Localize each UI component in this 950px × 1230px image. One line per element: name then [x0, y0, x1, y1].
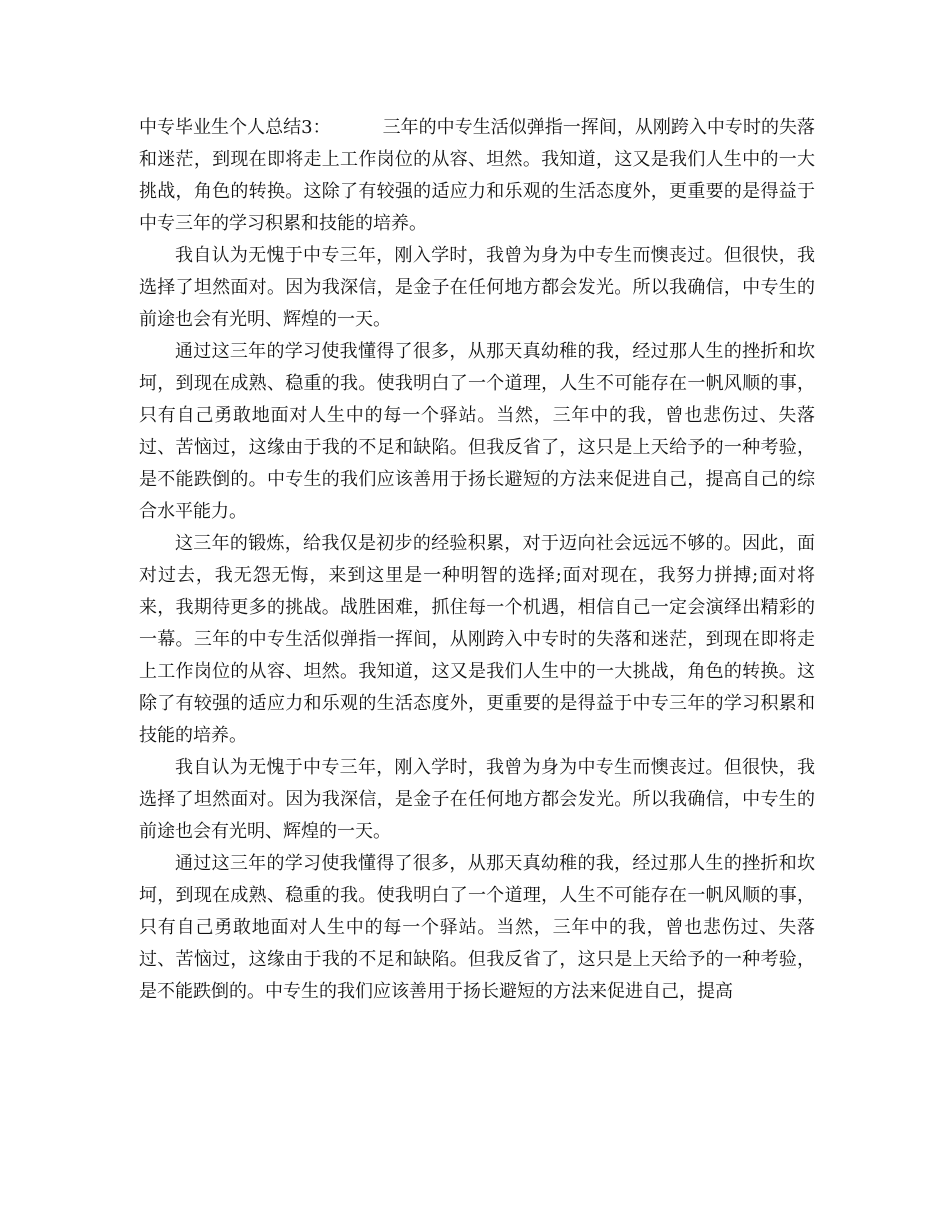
paragraph-3: 通过这三年的学习使我懂得了很多，从那天真幼稚的我，经过那人生的挫折和坎坷，到现在成熟、稳重的我。使我明白了一个道理，人生不可能存在一帆风顺的事，只有自己勇敢地面对人生中的每一个驿站。当然，三年中的我，曾也悲伤过、失落过、苦恼过，这缘由于我的不足和缺陷。但我反省了，这只是上天给予的一种考验，是不能跌倒的。中专生的我们应该善用于扬长避短的方法来促进自己，提高自己的综合水平能力。: [139, 341, 815, 522]
paragraph-6: 通过这三年的学习使我懂得了很多，从那天真幼稚的我，经过那人生的挫折和坎坷，到现在成熟、稳重的我。使我明白了一个道理，人生不可能存在一帆风顺的事，只有自己勇敢地面对人生中的每一个驿站。当然，三年中的我，曾也悲伤过、失落过、苦恼过，这缘由于我的不足和缺陷。但我反省了，这只是上天给予的一种考验，是不能跌倒的。中专生的我们应该善用于扬长避短的方法来促进自己，提高: [139, 853, 815, 1002]
paragraph-1-text: 三年的中专生活似弹指一挥间，从刚跨入中专时的失落和迷茫，到现在即将走上工作岗位的从容、坦然。我知道，这又是我们人生中的一大挑战，角色的转换。这除了有较强的适应力和乐观的生活态度外，更重要的是得益于中专三年的学习积累和技能的培养。: [139, 117, 815, 234]
paragraph-1: [139, 112, 815, 240]
paragraph-4: 这三年的锻炼，给我仅是初步的经验积累，对于迈向社会远远不够的。因此，面对过去，我无怨无悔，来到这里是一种明智的选择;面对现在，我努力拼搏;面对将来，我期待更多的挑战。战胜困难，抓住每一个机遇，相信自己一定会演绎出精彩的一幕。三年的中专生活似弹指一挥间，从刚跨入中专时的失落和迷茫，到现在即将走上工作岗位的从容、坦然。我知道，这又是我们人生中的一大挑战，角色的转换。这除了有较强的适应力和乐观的生活态度外，更重要的是得益于中专三年的学习积累和技能的培养。: [139, 533, 815, 746]
paragraph-2: 我自认为无愧于中专三年，刚入学时，我曾为身为中专生而懊丧过。但很快，我选择了坦然面对。因为我深信，是金子在任何地方都会发光。所以我确信，中专生的前途也会有光明、辉煌的一天。: [139, 245, 815, 330]
paragraph-5: 我自认为无愧于中专三年，刚入学时，我曾为身为中专生而懊丧过。但很快，我选择了坦然面对。因为我深信，是金子在任何地方都会发光。所以我确信，中专生的前途也会有光明、辉煌的一天。: [139, 757, 815, 842]
document-body: [139, 112, 815, 1008]
document-heading: 中专毕业生个人总结3：: [139, 117, 331, 138]
